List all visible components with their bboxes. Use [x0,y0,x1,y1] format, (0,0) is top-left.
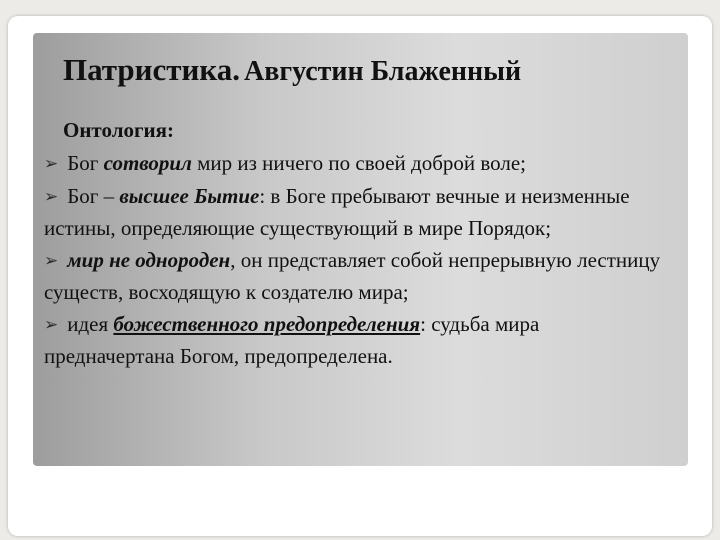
bullet-item [44,148,674,181]
bullet-text: идея [62,311,114,336]
bullet-list [44,148,674,373]
bullet-emphasis: мир не однороден [67,247,231,272]
section-subtitle: Онтология: [63,118,174,142]
arrowhead-bullet-icon: ➢ [44,314,59,335]
bullet-item [44,309,674,373]
bullet-item [44,245,674,309]
arrowhead-bullet-icon: ➢ [44,154,59,174]
bullet-emphasis: божественного предопределения [113,311,421,336]
bullet-item [44,181,674,245]
title-part-1: Патристика. [63,52,241,87]
slide-title [63,52,703,102]
bullet-text: , он представляет собой непрерывную лестницу существ, восходящую к создателю мира; [44,247,661,304]
arrowhead-bullet-icon: ➢ [44,186,59,207]
bullet-text: мир из ничего по своей доброй воле; [191,151,527,175]
bullet-text: : судьба мира предначертана Богом, предопределена. [44,311,540,368]
arrowhead-bullet-icon: ➢ [44,250,59,271]
bullet-text: Бог [62,151,104,175]
bullet-text: Бог – [62,183,120,208]
bullet-emphasis: высшее Бытие [119,183,260,208]
bullet-emphasis: сотворил [103,151,192,175]
bullet-text: : в Боге пребывают вечные и неизменные истины, определяющие существующий в мире Порядок; [44,183,630,240]
title-part-2: Августин Блаженный [244,56,522,87]
